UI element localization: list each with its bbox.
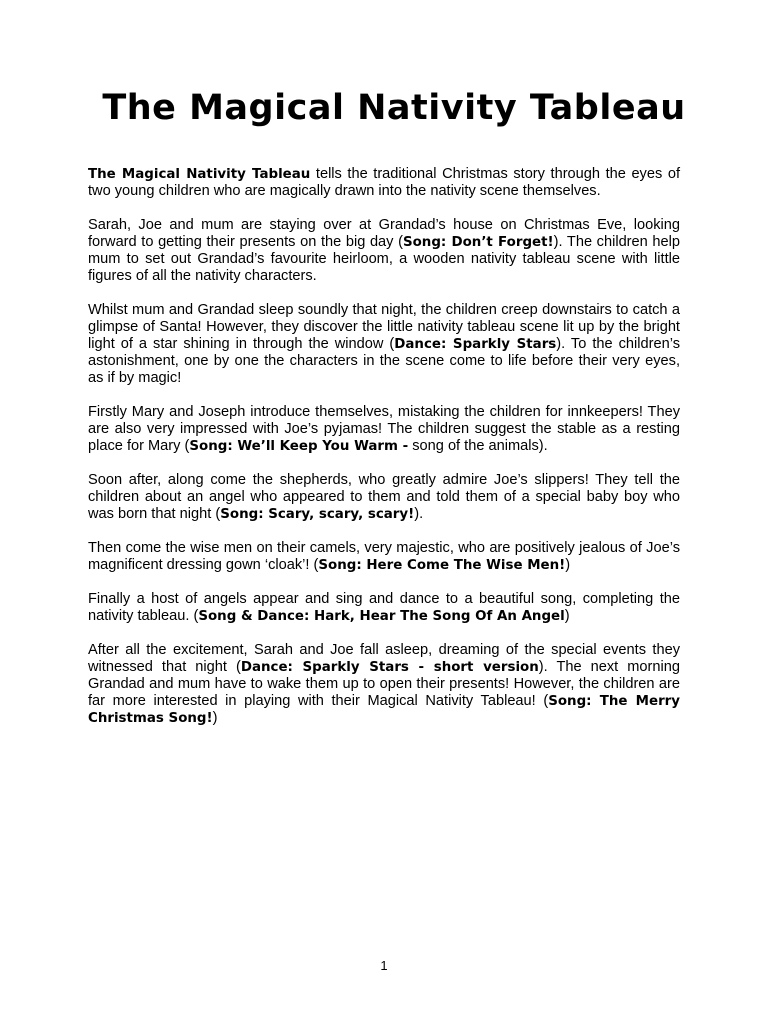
text-run: song of the animals). <box>408 438 548 454</box>
paragraph <box>88 166 680 200</box>
text-run: ) <box>565 557 571 573</box>
text-run: ). The next morning Grandad and mum have to wake them up to open their presents! However, the children are far more interested in playing with their Magical Nativity Tableau! ( <box>88 659 680 709</box>
text-run: ). <box>414 506 424 522</box>
paragraph <box>88 404 680 455</box>
bold-text-run: Song & Dance: Hark, Hear The Song Of An Angel <box>198 609 565 624</box>
text-run: Finally a host of angels appear and sing and dance to a beautiful song, completing the nativity tableau. ( <box>88 591 680 624</box>
text-run: Firstly Mary and Joseph introduce themselves, mistaking the children for innkeepers! They are also very impressed with Joe’s pyjamas! The children suggest the stable as a resting place for Mary ( <box>88 404 680 454</box>
text-run: ) <box>212 710 218 726</box>
page-title: The Magical Nativity Tableau <box>102 88 686 128</box>
bold-text-run: The Magical Nativity Tableau <box>88 167 311 182</box>
body-text <box>88 166 680 744</box>
text-run: Sarah, Joe and mum are staying over at Grandad’s house on Christmas Eve, looking forward to getting their presents on the big day ( <box>88 217 680 250</box>
text-run: ). The children help mum to set out Grandad’s favourite heirloom, a wooden nativity tableau scene with little figures of all the nativity characters. <box>88 234 680 284</box>
bold-text-run: Dance: Sparkly Stars - short version <box>240 660 539 675</box>
text-run: tells the traditional Christmas story through the eyes of two young children who are magically drawn into the nativity scene themselves. <box>88 166 681 199</box>
bold-text-run: Song: Here Come The Wise Men! <box>318 558 566 573</box>
bold-text-run: Song: We’ll Keep You Warm - <box>189 439 409 454</box>
bold-text-run: Dance: Sparkly Stars <box>394 337 557 352</box>
text-run: Soon after, along come the shepherds, who greatly admire Joe’s slippers! They tell the children about an angel who appeared to them and told them of a special baby boy who was born that night ( <box>88 472 680 522</box>
text-run: ) <box>564 608 570 624</box>
page-number: 1 <box>380 958 388 973</box>
text-run: ). To the children’s astonishment, one by one the characters in the scene come to life before their very eyes, as if by magic! <box>88 336 680 386</box>
bold-text-run: Song: The Merry Christmas Song! <box>88 694 681 726</box>
bold-text-run: Song: Scary, scary, scary! <box>220 507 415 522</box>
text-run: Then come the wise men on their camels, very majestic, who are positively jealous of Joe’s magnificent dressing gown ‘cloak’! ( <box>88 540 680 573</box>
paragraph <box>88 642 680 727</box>
paragraph <box>88 591 680 625</box>
paragraph <box>88 217 680 285</box>
paragraph <box>88 302 680 387</box>
paragraph <box>88 540 680 574</box>
text-run: Whilst mum and Grandad sleep soundly that night, the children creep downstairs to catch a glimpse of Santa! However, they discover the little nativity tableau scene lit up by the bright light of a star shining in through the window ( <box>88 302 680 352</box>
paragraph <box>88 472 680 523</box>
text-run: After all the excitement, Sarah and Joe fall asleep, dreaming of the special events they witnessed that night ( <box>88 642 680 675</box>
bold-text-run: Song: Don’t Forget! <box>402 235 554 250</box>
